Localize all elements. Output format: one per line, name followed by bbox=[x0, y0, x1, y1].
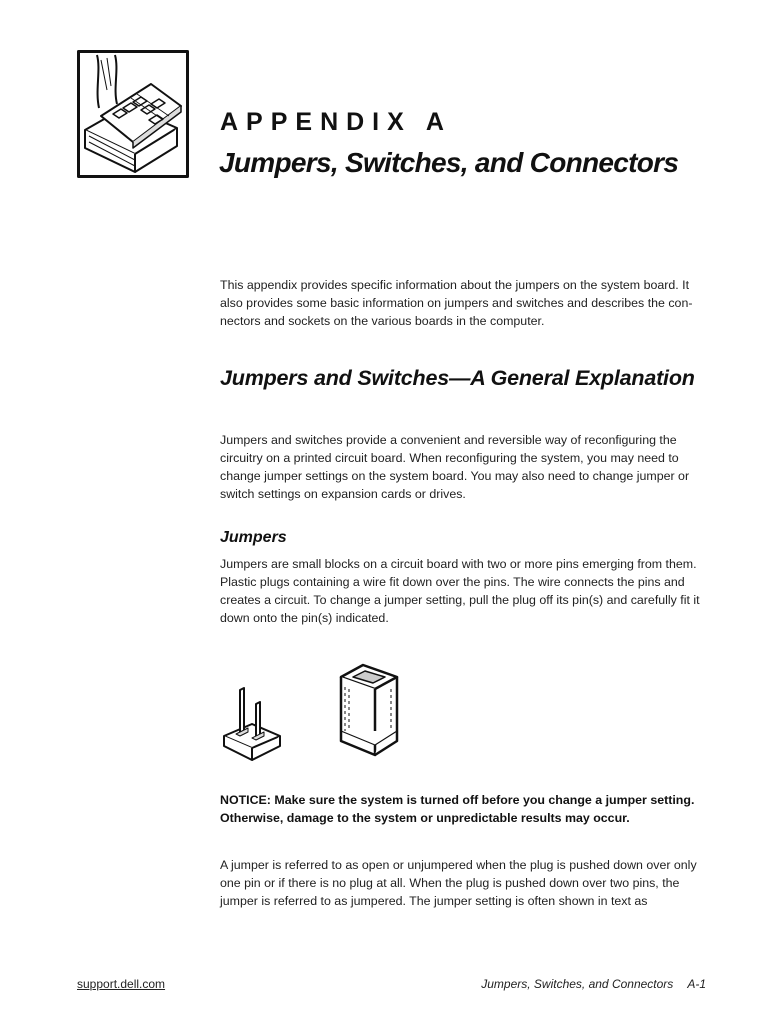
page-number: A-1 bbox=[687, 977, 706, 991]
subsection-paragraph: Jumpers are small blocks on a circuit board with two or more pins emerging from them. Plastic plugs containing a wire fit down over the pins. The wire connects the pins and creates a circuit. To change a jumper setting, pull the plug off its pin(s) and carefully fit it down onto the pin(s) indicated. bbox=[220, 557, 700, 625]
subsection-heading: Jumpers bbox=[220, 529, 287, 546]
footer-chapter bbox=[481, 977, 706, 991]
appendix-label: APPENDIX A bbox=[220, 108, 452, 136]
footer-support-link[interactable]: support.dell.com bbox=[77, 977, 166, 991]
open-jumper-illustration bbox=[218, 682, 286, 764]
chapter-book-circuit-icon bbox=[77, 50, 189, 178]
intro-paragraph: This appendix provides specific information about the jumpers on the system board. It also provides some basic information on jumpers and switches and describes the con-nectors and sockets on the various boards in the computer. bbox=[220, 278, 693, 328]
section-paragraph: Jumpers and switches provide a convenient and reversible way of reconfiguring the circuitry on a printed circuit board. When reconfiguring the system, you may need to change jumper settings on the system board. You may also need to change jumper or switch settings on expansion cards or drives. bbox=[220, 433, 690, 501]
section-heading: Jumpers and Switches—A General Explanation bbox=[220, 366, 695, 390]
closing-paragraph: A jumper is referred to as open or unjumpered when the plug is pushed down over only one pin or if there is no plug at all. When the plug is pushed down over two pins, the jumper is referred to as jumpered. The jumper setting is often shown in text as bbox=[220, 858, 697, 908]
jumper-plug-illustration bbox=[333, 661, 405, 757]
footer-chapter-title: Jumpers, Switches, and Connectors bbox=[481, 977, 674, 991]
notice-warning: NOTICE: Make sure the system is turned off before you change a jumper setting. Otherwise, damage to the system or unpredictable results may occur. bbox=[220, 793, 695, 825]
page-title: Jumpers, Switches, and Connectors bbox=[219, 147, 679, 178]
